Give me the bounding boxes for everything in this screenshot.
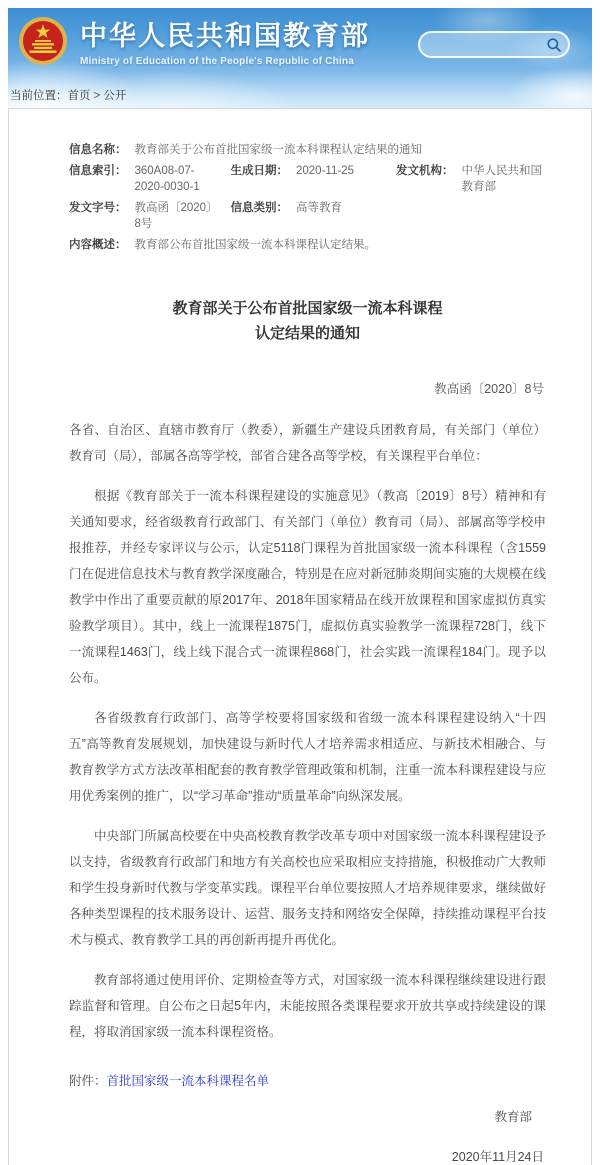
document-number: 教高函〔2020〕8号 <box>434 381 544 396</box>
signature-date: 2020年11月24日 <box>451 1149 544 1164</box>
national-emblem-icon <box>18 16 68 66</box>
breadcrumb-separator: > <box>93 90 101 102</box>
search-icon <box>546 37 562 53</box>
document-body <box>69 417 546 1045</box>
masthead <box>18 14 370 67</box>
search-input[interactable] <box>428 33 546 56</box>
meta-row-summary <box>69 234 546 255</box>
meta-docno-value: 教高函〔2020〕8号 <box>134 201 218 230</box>
meta-index-label: 信息索引： <box>69 164 127 177</box>
site-subtitle: Ministry of Education of the People's Republic of China <box>80 56 354 67</box>
meta-row-name <box>69 139 546 160</box>
meta-org-label: 发文机构： <box>396 164 454 177</box>
attachment-row <box>69 1071 546 1089</box>
breadcrumb <box>10 87 126 103</box>
brand-block <box>80 14 370 67</box>
search-box[interactable] <box>418 31 570 58</box>
document-meta-table <box>69 139 546 255</box>
body-paragraph-1: 根据《教育部关于一流本科课程建设的实施意见》（教高〔2019〕8号）精神和有关通知要求，经省级教育行政部门、有关部门（单位）教育司（局）、部属高等学校申报推荐，并经专家评议与公示，认定5118门课程为首批国家级一流本科课程（含1559门在促进信息技术与教育教学深度融合，特别是在应对新冠肺炎期间实施的大规模在线教学中作出了重要贡献的原2017年、2018年国家精品在线开放课程和国家虚拟仿真实验教学项目）。其中，线上一流课程1875门，虚拟仿真实验教学一流课程728门，线下一流课程1463门，线上线下混合式一流课程868门，社会实践一流课程184门。现予以公布。 <box>69 488 546 685</box>
meta-date-label: 生成日期： <box>230 164 288 177</box>
meta-org-value: 中华人民共和国教育部 <box>461 164 542 193</box>
meta-row-docno <box>69 197 546 234</box>
meta-category-label: 信息类别： <box>230 201 288 214</box>
attachment-link[interactable]: 首批国家级一流本科课程名单 <box>106 1073 270 1088</box>
body-paragraph-4: 教育部将通过使用评价、定期检查等方式，对国家级一流本科课程继续建设进行跟踪监督和管理。自公布之日起5年内，未能按照各类课程要求开放共享或持续建设的课程，将取消国家级一流本科课程资格。 <box>69 972 546 1039</box>
breadcrumb-current-link[interactable]: 公开 <box>103 90 127 102</box>
site-title: 中华人民共和国教育部 <box>80 21 370 51</box>
body-paragraph-3: 中央部门所属高校要在中央高校教育教学改革专项中对国家级一流本科课程建设予以支持，省级教育行政部门和地方有关高校也应采取相应支持措施，积极推动广大教师和学生投身新时代教与学变革实践。课程平台单位要按照人才培养规律要求，继续做好各种类型课程的技术服务设计、运营、服务支持和网络安全保障，持续推动课程平台技术与模式、教育教学工具的再创新再提升再优化。 <box>69 828 546 947</box>
meta-date-value: 2020-11-25 <box>296 164 354 177</box>
document-title-line1: 教育部关于公布首批国家级一流本科课程 <box>172 300 443 317</box>
meta-docno-label: 发文字号： <box>69 201 127 214</box>
signature-block <box>69 1107 546 1165</box>
salutation-paragraph: 各省、自治区、直辖市教育厅（教委），新疆生产建设兵团教育局，有关部门（单位）教育司（局），部属各高等学校，部省合建各高等学校，有关课程平台单位： <box>69 422 546 463</box>
meta-index-value: 360A08-07-2020-0030-1 <box>134 164 200 193</box>
meta-name-label: 信息名称： <box>69 143 127 156</box>
attachment-label: 附件： <box>69 1073 107 1088</box>
breadcrumb-home-link[interactable]: 首页 <box>67 90 91 102</box>
meta-row-index <box>69 160 546 197</box>
meta-summary-label: 内容概述： <box>69 238 127 251</box>
meta-summary-value: 教育部公布首批国家级一流本科课程认定结果。 <box>134 238 376 251</box>
body-paragraph-2: 各省级教育行政部门、高等学校要将国家级和省级一流本科课程建设纳入“十四五”高等教育发展规划，加快建设与新时代人才培养需求相适应、与新技术相融合、与教育教学方式方法改革相配套的教育教学管理政策和机制，注重一流本科课程建设与应用优秀案例的推广，以“学习革命”推动“质量革命”向纵深发展。 <box>69 710 546 803</box>
document-title-line2: 认定结果的通知 <box>254 324 360 342</box>
document-title <box>69 297 546 347</box>
search-button[interactable] <box>546 37 562 53</box>
breadcrumb-label: 当前位置： <box>10 90 68 102</box>
content-panel <box>8 108 592 1165</box>
meta-name-value: 教育部关于公布首批国家级一流本科课程认定结果的通知 <box>134 143 422 156</box>
meta-category-value: 高等教育 <box>296 201 342 214</box>
signature-org: 教育部 <box>494 1109 532 1124</box>
site-header <box>8 8 592 108</box>
